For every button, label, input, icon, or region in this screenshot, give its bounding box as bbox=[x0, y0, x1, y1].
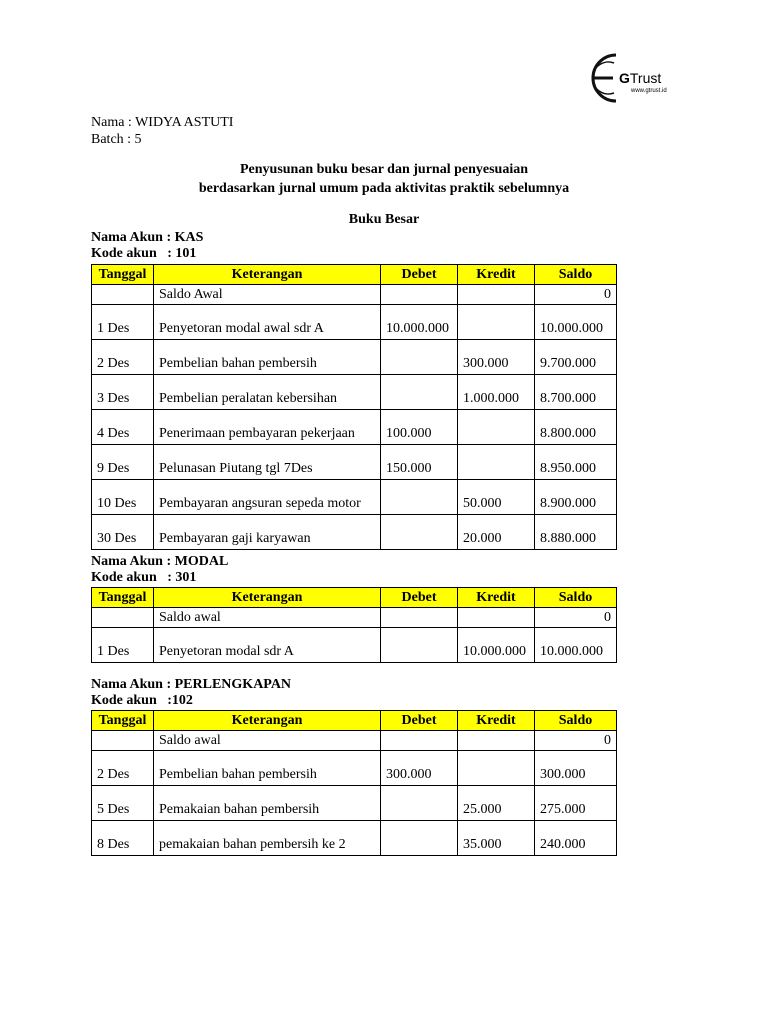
cell-saldo: 240.000 bbox=[535, 821, 617, 856]
cell-keterangan: Pembelian peralatan kebersihan bbox=[154, 375, 381, 410]
cell-keterangan: Penyetoran modal awal sdr A bbox=[154, 305, 381, 340]
cell-kredit bbox=[458, 751, 535, 786]
ledger-row bbox=[92, 821, 617, 856]
ledger-row bbox=[92, 480, 617, 515]
ledger-row bbox=[92, 751, 617, 786]
ledger-row bbox=[92, 305, 617, 340]
column-header-kredit: Kredit bbox=[458, 711, 535, 731]
cell-saldo: 0 bbox=[535, 731, 617, 751]
batch-number: Batch : 5 bbox=[91, 132, 142, 147]
cell-saldo: 8.700.000 bbox=[535, 375, 617, 410]
column-header-keterangan: Keterangan bbox=[154, 265, 381, 285]
account-code: Kode akun : 101 bbox=[91, 246, 197, 261]
cell-tanggal: 1 Des bbox=[92, 628, 154, 663]
column-header-keterangan: Keterangan bbox=[154, 711, 381, 731]
ledger-row bbox=[92, 445, 617, 480]
ledger-row bbox=[92, 375, 617, 410]
cell-kredit: 25.000 bbox=[458, 786, 535, 821]
cell-keterangan: Pembelian bahan pembersih bbox=[154, 751, 381, 786]
ledger-table bbox=[91, 710, 617, 856]
cell-saldo: 10.000.000 bbox=[535, 305, 617, 340]
cell-debet bbox=[381, 375, 458, 410]
cell-keterangan: Pembelian bahan pembersih bbox=[154, 340, 381, 375]
cell-keterangan: Pelunasan Piutang tgl 7Des bbox=[154, 445, 381, 480]
column-header-debet: Debet bbox=[381, 588, 458, 608]
student-name: Nama : WIDYA ASTUTI bbox=[91, 115, 234, 130]
cell-tanggal: 3 Des bbox=[92, 375, 154, 410]
cell-kredit bbox=[458, 608, 535, 628]
cell-tanggal bbox=[92, 608, 154, 628]
cell-tanggal: 30 Des bbox=[92, 515, 154, 550]
cell-tanggal: 4 Des bbox=[92, 410, 154, 445]
cell-debet bbox=[381, 340, 458, 375]
cell-debet: 100.000 bbox=[381, 410, 458, 445]
ledger-row bbox=[92, 340, 617, 375]
ledger-table bbox=[91, 264, 617, 550]
cell-saldo: 0 bbox=[535, 285, 617, 305]
cell-saldo: 10.000.000 bbox=[535, 628, 617, 663]
cell-debet bbox=[381, 786, 458, 821]
cell-debet bbox=[381, 515, 458, 550]
cell-tanggal bbox=[92, 731, 154, 751]
logo-wordmark bbox=[619, 70, 661, 86]
ledger-row bbox=[92, 628, 617, 663]
column-header-kredit: Kredit bbox=[458, 265, 535, 285]
cell-tanggal: 2 Des bbox=[92, 340, 154, 375]
logo-mark: G bbox=[619, 70, 630, 86]
column-header-tanggal: Tanggal bbox=[92, 588, 154, 608]
ledger-row bbox=[92, 731, 617, 751]
account-code: Kode akun : 301 bbox=[91, 570, 197, 585]
ledger-row bbox=[92, 786, 617, 821]
ledger-header-row bbox=[92, 711, 617, 731]
ledger-row bbox=[92, 285, 617, 305]
cell-keterangan: Pemakaian bahan pembersih bbox=[154, 786, 381, 821]
cell-tanggal: 10 Des bbox=[92, 480, 154, 515]
account-code: Kode akun :102 bbox=[91, 693, 193, 708]
document-title-line1: Penyusunan buku besar dan jurnal penyesuaian bbox=[239, 162, 529, 177]
cell-keterangan: Saldo awal bbox=[154, 608, 381, 628]
cell-kredit: 20.000 bbox=[458, 515, 535, 550]
cell-keterangan: Pembayaran angsuran sepeda motor bbox=[154, 480, 381, 515]
cell-debet bbox=[381, 821, 458, 856]
ledger-header-row bbox=[92, 265, 617, 285]
logo-url: www.gtrust.id bbox=[631, 88, 667, 94]
cell-tanggal: 2 Des bbox=[92, 751, 154, 786]
column-header-saldo: Saldo bbox=[535, 711, 617, 731]
cell-keterangan: Pembayaran gaji karyawan bbox=[154, 515, 381, 550]
cell-debet bbox=[381, 608, 458, 628]
cell-saldo: 9.700.000 bbox=[535, 340, 617, 375]
cell-saldo: 300.000 bbox=[535, 751, 617, 786]
cell-debet: 10.000.000 bbox=[381, 305, 458, 340]
cell-debet bbox=[381, 285, 458, 305]
cell-saldo: 8.800.000 bbox=[535, 410, 617, 445]
cell-kredit: 35.000 bbox=[458, 821, 535, 856]
account-name: Nama Akun : PERLENGKAPAN bbox=[91, 677, 292, 692]
cell-debet bbox=[381, 480, 458, 515]
column-header-saldo: Saldo bbox=[535, 265, 617, 285]
column-header-debet: Debet bbox=[381, 711, 458, 731]
cell-debet: 150.000 bbox=[381, 445, 458, 480]
cell-saldo: 8.880.000 bbox=[535, 515, 617, 550]
ledger-row bbox=[92, 515, 617, 550]
cell-tanggal: 9 Des bbox=[92, 445, 154, 480]
ledger-header-row bbox=[92, 588, 617, 608]
cell-kredit bbox=[458, 445, 535, 480]
column-header-tanggal: Tanggal bbox=[92, 265, 154, 285]
cell-debet bbox=[381, 731, 458, 751]
cell-keterangan: Saldo Awal bbox=[154, 285, 381, 305]
logo-name: Trust bbox=[629, 70, 662, 86]
account-name: Nama Akun : KAS bbox=[91, 230, 204, 245]
cell-kredit bbox=[458, 305, 535, 340]
column-header-saldo: Saldo bbox=[535, 588, 617, 608]
column-header-debet: Debet bbox=[381, 265, 458, 285]
cell-kredit bbox=[458, 731, 535, 751]
column-header-tanggal: Tanggal bbox=[92, 711, 154, 731]
cell-saldo: 275.000 bbox=[535, 786, 617, 821]
ledger-row bbox=[92, 410, 617, 445]
cell-tanggal: 8 Des bbox=[92, 821, 154, 856]
document-title-line2: berdasarkan jurnal umum pada aktivitas praktik sebelumnya bbox=[198, 181, 570, 196]
cell-saldo: 8.950.000 bbox=[535, 445, 617, 480]
cell-debet bbox=[381, 628, 458, 663]
section-title: Buku Besar bbox=[348, 212, 420, 227]
cell-tanggal: 1 Des bbox=[92, 305, 154, 340]
cell-debet: 300.000 bbox=[381, 751, 458, 786]
ledger-row bbox=[92, 608, 617, 628]
column-header-kredit: Kredit bbox=[458, 588, 535, 608]
cell-saldo: 0 bbox=[535, 608, 617, 628]
cell-kredit: 50.000 bbox=[458, 480, 535, 515]
cell-kredit: 1.000.000 bbox=[458, 375, 535, 410]
cell-kredit bbox=[458, 410, 535, 445]
cell-kredit bbox=[458, 285, 535, 305]
ledger-table bbox=[91, 587, 617, 663]
cell-keterangan: Penerimaan pembayaran pekerjaan bbox=[154, 410, 381, 445]
column-header-keterangan: Keterangan bbox=[154, 588, 381, 608]
cell-tanggal: 5 Des bbox=[92, 786, 154, 821]
cell-tanggal bbox=[92, 285, 154, 305]
cell-keterangan: pemakaian bahan pembersih ke 2 bbox=[154, 821, 381, 856]
cell-kredit: 300.000 bbox=[458, 340, 535, 375]
cell-kredit: 10.000.000 bbox=[458, 628, 535, 663]
cell-keterangan: Saldo awal bbox=[154, 731, 381, 751]
account-name: Nama Akun : MODAL bbox=[91, 554, 229, 569]
cell-keterangan: Penyetoran modal sdr A bbox=[154, 628, 381, 663]
cell-saldo: 8.900.000 bbox=[535, 480, 617, 515]
